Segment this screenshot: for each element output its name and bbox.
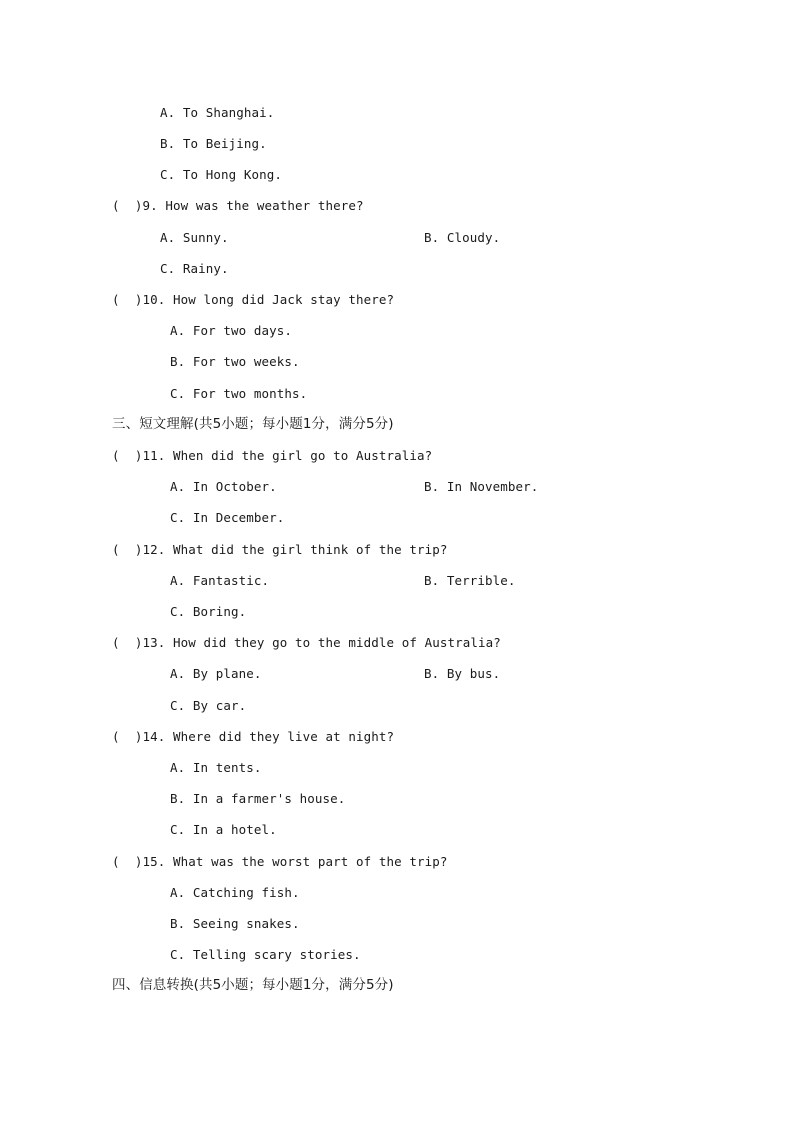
q13-option-c: C. By car. xyxy=(170,698,247,713)
section-4-heading: 四、信息转换(共5小题；每小题1分，满分5分) xyxy=(112,977,394,993)
q12-option-c: C. Boring. xyxy=(170,604,247,619)
q15-stem: ( )15. What was the worst part of the trip? xyxy=(112,854,448,869)
section-3-heading: 三、短文理解(共5小题；每小题1分，满分5分) xyxy=(112,416,394,432)
q11-option-a: A. In October. xyxy=(170,479,277,494)
q11-stem: ( )11. When did the girl go to Australia? xyxy=(112,448,433,463)
q14-option-c: C. In a hotel. xyxy=(170,822,277,837)
q13-stem: ( )13. How did they go to the middle of Australia? xyxy=(112,635,501,650)
q12-option-a: A. Fantastic. xyxy=(170,573,270,588)
q15-option-c: C. Telling scary stories. xyxy=(170,947,361,962)
q8-option-b: B. To Beijing. xyxy=(160,136,267,151)
q14-option-b: B. In a farmer's house. xyxy=(170,791,346,806)
q9-option-b: B. Cloudy. xyxy=(424,230,501,245)
q10-option-b: B. For two weeks. xyxy=(170,354,300,369)
q8-option-a: A. To Shanghai. xyxy=(160,105,275,120)
q15-option-b: B. Seeing snakes. xyxy=(170,916,300,931)
q9-option-a: A. Sunny. xyxy=(160,230,229,245)
q11-option-b: B. In November. xyxy=(424,479,539,494)
q10-stem: ( )10. How long did Jack stay there? xyxy=(112,292,395,307)
q12-option-b: B. Terrible. xyxy=(424,573,516,588)
q8-option-c: C. To Hong Kong. xyxy=(160,167,283,182)
q15-option-a: A. Catching fish. xyxy=(170,885,300,900)
q9-stem: ( )9. How was the weather there? xyxy=(112,198,364,213)
q10-option-a: A. For two days. xyxy=(170,323,293,338)
q13-option-a: A. By plane. xyxy=(170,666,262,681)
q13-option-b: B. By bus. xyxy=(424,666,501,681)
q14-option-a: A. In tents. xyxy=(170,760,262,775)
q14-stem: ( )14. Where did they live at night? xyxy=(112,729,395,744)
q12-stem: ( )12. What did the girl think of the trip? xyxy=(112,542,448,557)
q10-option-c: C. For two months. xyxy=(170,386,308,401)
q9-option-c: C. Rainy. xyxy=(160,261,229,276)
q11-option-c: C. In December. xyxy=(170,510,285,525)
